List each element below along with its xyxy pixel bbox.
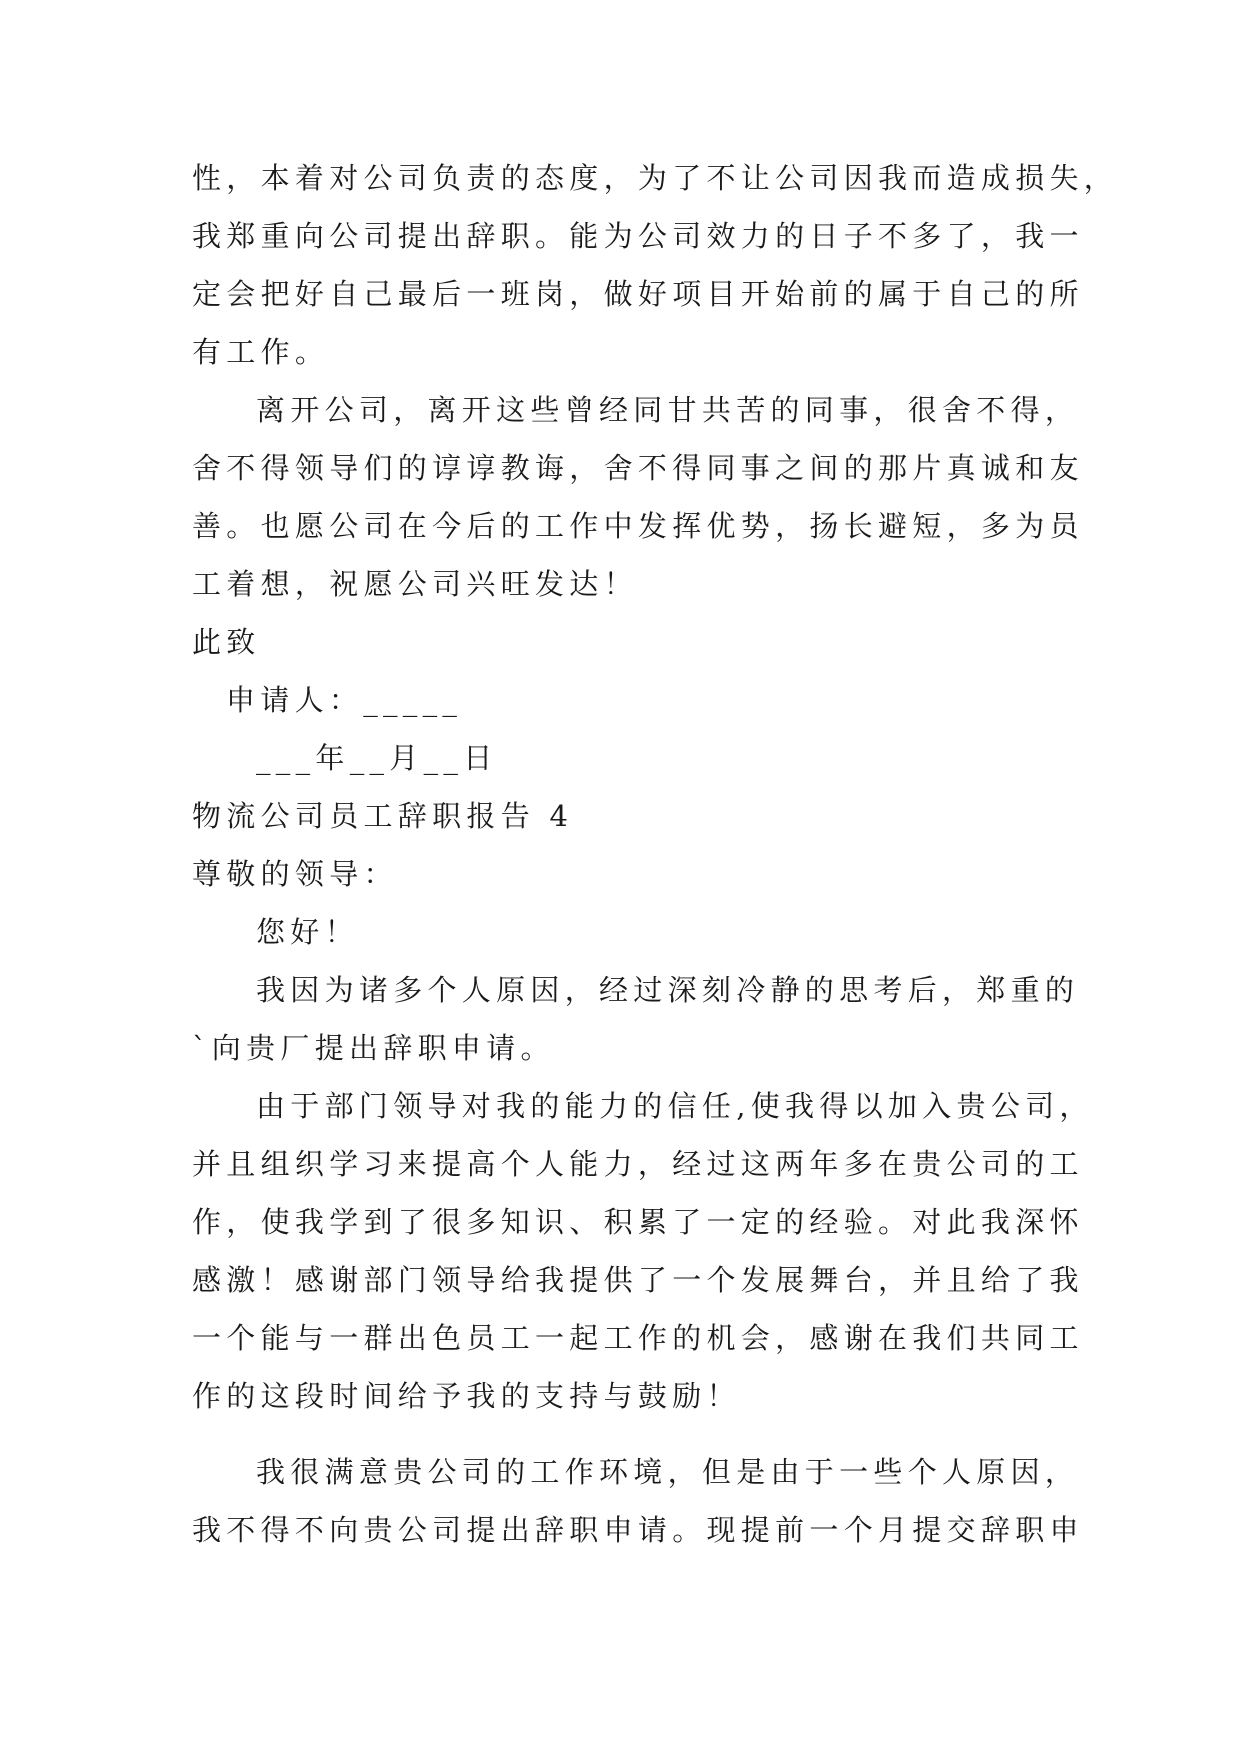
paragraph-line: 我因为诸多个人原因，经过深刻冷静的思考后，郑重的	[256, 973, 1080, 1007]
paragraph-line: 并且组织学习来提高个人能力，经过这两年多在贵公司的工	[192, 1147, 1084, 1181]
date-line: ___年__月__日	[256, 741, 498, 775]
paragraph-line: 由于部门领导对我的能力的信任,使我得以加入贵公司，	[256, 1089, 1094, 1123]
greeting: 您好！	[256, 915, 359, 949]
paragraph-line: `向贵厂提出辞职申请。	[192, 1031, 555, 1065]
paragraph-line: 性，本着对公司负责的态度，为了不让公司因我而造成损失，	[192, 161, 1119, 195]
paragraph-line: 作的这段时间给予我的支持与鼓励！	[192, 1379, 741, 1413]
salutation: 尊敬的领导：	[192, 857, 398, 891]
section-title: 物流公司员工辞职报告 4	[192, 799, 574, 833]
paragraph-line: 离开公司，离开这些曾经同甘共苦的同事，很舍不得，	[256, 393, 1080, 427]
paragraph-line: 我很满意贵公司的工作环境，但是由于一些个人原因，	[256, 1455, 1080, 1489]
paragraph-line: 工着想，祝愿公司兴旺发达！	[192, 567, 638, 601]
paragraph-line: 感激！感谢部门领导给我提供了一个发展舞台，并且给了我	[192, 1263, 1084, 1297]
paragraph-line: 一个能与一群出色员工一起工作的机会，感谢在我们共同工	[192, 1321, 1084, 1355]
applicant-signature: 申请人：_____	[226, 683, 463, 717]
paragraph-line: 我郑重向公司提出辞职。能为公司效力的日子不多了，我一	[192, 219, 1084, 253]
paragraph-line: 舍不得领导们的谆谆教诲，舍不得同事之间的那片真诚和友	[192, 451, 1084, 485]
paragraph-line: 定会把好自己最后一班岗，做好项目开始前的属于自己的所	[192, 277, 1084, 311]
paragraph-line: 作，使我学到了很多知识、积累了一定的经验。对此我深怀	[192, 1205, 1084, 1239]
closing-text: 此致	[192, 625, 261, 659]
paragraph-line: 我不得不向贵公司提出辞职申请。现提前一个月提交辞职申	[192, 1513, 1084, 1547]
paragraph-line: 善。也愿公司在今后的工作中发挥优势，扬长避短，多为员	[192, 509, 1084, 543]
paragraph-line: 有工作。	[192, 335, 330, 369]
